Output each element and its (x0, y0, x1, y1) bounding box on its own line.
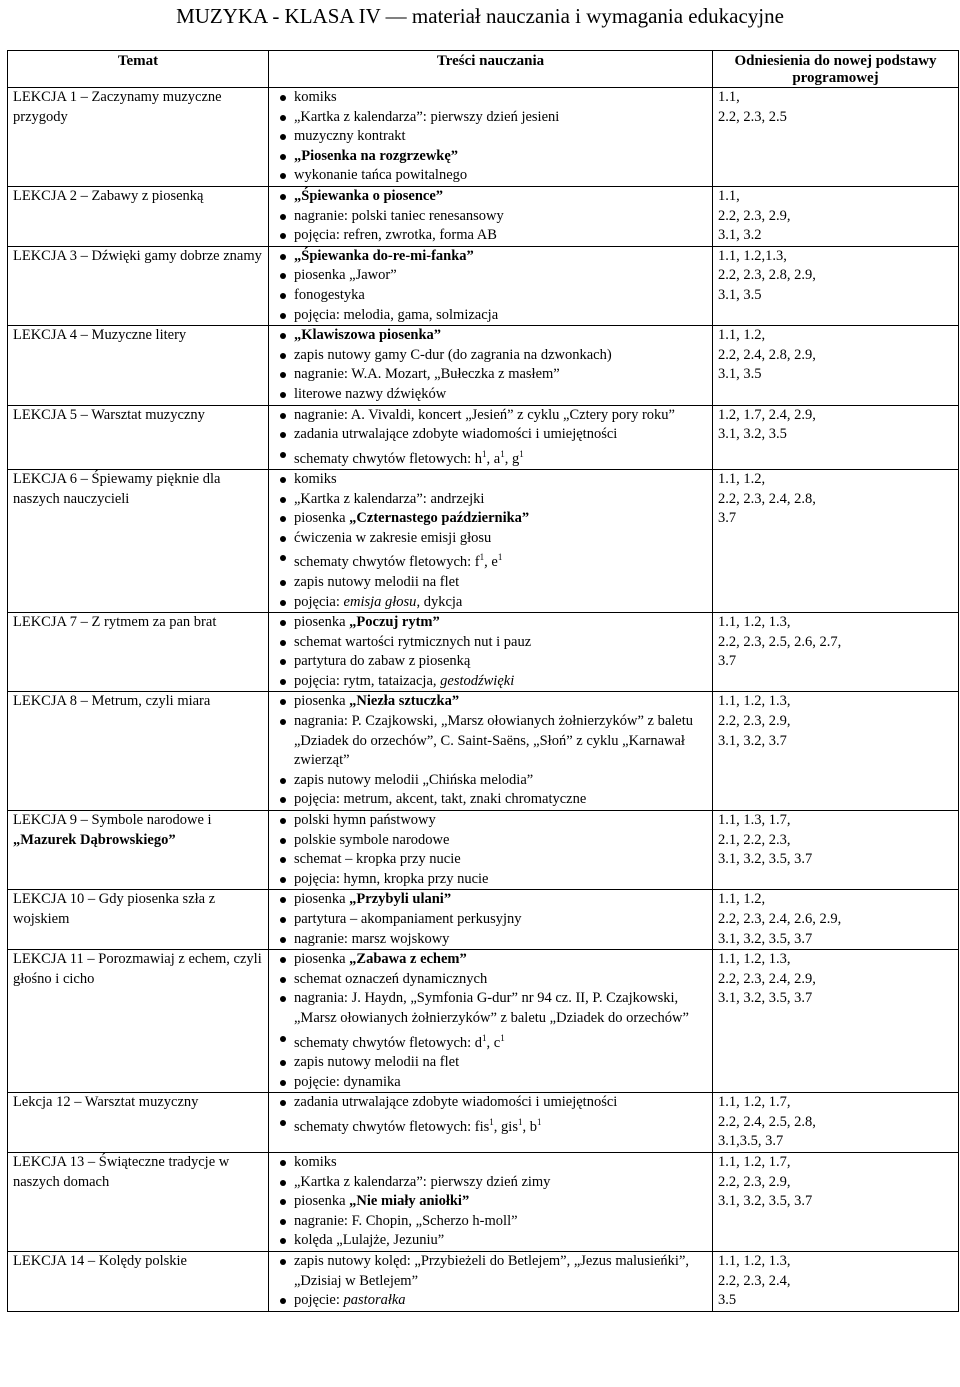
ref-line: 1.1, 1.2,1.3, (718, 247, 787, 264)
ref-line: 2.2, 2.4, 2.5, 2.8, (718, 1113, 816, 1130)
lesson-refs (713, 613, 959, 692)
lesson-topic-text: LEKCJA 2 – Zabawy z piosenką (13, 187, 204, 204)
list-item-text: „Piosenka na rozgrzewkę” (294, 147, 459, 164)
lesson-topic-bold: „Mazurek Dąbrowskiego” (13, 831, 176, 848)
lesson-topic (8, 246, 269, 325)
content-list (274, 950, 707, 1092)
ref-line: 3.1, 3.2, 3.5, 3.7 (718, 930, 813, 947)
list-item-text: schemat – kropka przy nucie (294, 851, 461, 868)
list-item (274, 1212, 707, 1232)
list-item-text: piosenka (294, 693, 350, 710)
lesson-refs (713, 1251, 959, 1311)
list-item (274, 127, 707, 147)
list-item-text: „Czternastego października” (349, 510, 530, 527)
ref-line: 1.1, 1.2, 1.3, (718, 1252, 791, 1269)
list-item-text: piosenka (294, 951, 350, 968)
lesson-content (269, 1152, 713, 1251)
ref-line: 3.7 (718, 653, 737, 670)
lesson-topic (8, 811, 269, 890)
lesson-topic-text: LEKCJA 10 – Gdy piosenka szła z wojskiem (13, 891, 216, 927)
list-item (274, 1053, 707, 1073)
table-row (8, 692, 959, 811)
ref-line: 3.7 (718, 510, 737, 527)
list-item (274, 490, 707, 510)
list-item-text: komiks (294, 471, 337, 488)
list-item (274, 989, 707, 1028)
list-item-text: partytura do zabaw z piosenką (294, 653, 471, 670)
ref-line: 1.1, 1.2, (718, 891, 766, 908)
ref-line: 3.5 (718, 1292, 737, 1309)
list-item (274, 147, 707, 167)
list-item-text: pojęcia: rytm, tataizacja, (294, 672, 441, 689)
ref-line: 2.2, 2.3, 2.5, 2.6, 2.7, (718, 633, 842, 650)
ref-line: 3.1, 3.2, 3.5, 3.7 (718, 990, 813, 1007)
list-item-text: schematy chwytów fletowych: fis (294, 1118, 490, 1135)
list-item (274, 108, 707, 128)
list-item-text: nagranie: W.A. Mozart, „Bułeczka z masłem” (294, 366, 560, 383)
list-item-text: nagrania: J. Haydn, „Symfonia G-dur” nr 94 cz. II, P. Czajkowski, „Marsz ołowianych żołnierzyków” z baletu „Dziadek do orzechów” (294, 990, 689, 1026)
lesson-topic-text: Lekcja 12 – Warsztat muzyczny (13, 1094, 199, 1111)
list-item (274, 692, 707, 712)
list-item (274, 1173, 707, 1193)
lesson-refs (713, 405, 959, 470)
lesson-content (269, 890, 713, 950)
list-item-text: kolęda „Lulajże, Jezuniu” (294, 1232, 445, 1249)
lesson-topic-text: LEKCJA 4 – Muzyczne litery (13, 327, 187, 344)
list-item-text: pojęcia: refren, zwrotka, forma AB (294, 227, 497, 244)
list-item (274, 593, 707, 613)
list-item-text: literowe nazwy dźwięków (294, 385, 447, 402)
list-item (274, 1029, 707, 1053)
list-item-text: , g (504, 450, 520, 467)
list-item-text: , gis (493, 1118, 518, 1135)
lesson-topic (8, 692, 269, 811)
list-item (274, 712, 707, 771)
ref-line: 2.2, 2.3, 2.9, (718, 1173, 791, 1190)
ref-line: 1.1, 1.2, 1.3, (718, 614, 791, 631)
lesson-topic (8, 470, 269, 613)
list-item-text: pojęcie: dynamika (294, 1073, 401, 1090)
list-item-text: „Nie miały aniołki” (349, 1193, 470, 1210)
table-row (8, 950, 959, 1093)
lesson-topic-text: LEKCJA 7 – Z rytmem za pan brat (13, 614, 217, 631)
list-item-text: 1 (489, 1116, 494, 1127)
list-item-text: pastorałka (343, 1292, 406, 1309)
table-row (8, 405, 959, 470)
lesson-topic-text: LEKCJA 14 – Kolędy polskie (13, 1252, 187, 1269)
lesson-content (269, 186, 713, 246)
list-item (274, 950, 707, 970)
list-item-text: , e (484, 554, 498, 571)
lesson-content (269, 613, 713, 692)
ref-line: 1.1, 1.2, 1.3, (718, 693, 791, 710)
lesson-refs (713, 246, 959, 325)
list-item (274, 1073, 707, 1093)
table-row (8, 326, 959, 405)
list-item-text: nagranie: F. Chopin, „Scherzo h-moll” (294, 1212, 518, 1229)
ref-line: 1.1, 1.2, (718, 471, 766, 488)
list-item (274, 930, 707, 950)
list-item-text: schematy chwytów fletowych: d (294, 1034, 483, 1051)
ref-line: 1.1, 1.2, 1.7, (718, 1094, 791, 1111)
list-item-text: polskie symbole narodowe (294, 831, 450, 848)
list-item-text: 1 (500, 1032, 505, 1043)
list-item (274, 365, 707, 385)
content-list (274, 1153, 707, 1251)
ref-line: 2.2, 2.3, 2.4, (718, 1272, 791, 1289)
ref-line: 2.2, 2.4, 2.8, 2.9, (718, 346, 816, 363)
list-item-text: pojęcia: metrum, akcent, takt, znaki chromatyczne (294, 791, 587, 808)
lesson-content (269, 88, 713, 187)
curriculum-table (7, 50, 959, 1312)
ref-line: 1.1, (718, 89, 740, 105)
lesson-topic (8, 1251, 269, 1311)
lesson-content (269, 326, 713, 405)
lesson-content (269, 246, 713, 325)
ref-line: 1.1, 1.2, 1.3, (718, 951, 791, 968)
list-item-text: schematy chwytów fletowych: h (294, 450, 483, 467)
lesson-content (269, 405, 713, 470)
ref-line: 3.1, 3.2, 3.5, 3.7 (718, 851, 813, 868)
list-item-text: zapis nutowy melodii na flet (294, 573, 460, 590)
list-item-text: zadania utrwalające zdobyte wiadomości i umiejętności (294, 1094, 618, 1111)
lesson-refs (713, 326, 959, 405)
lesson-refs (713, 186, 959, 246)
list-item-text: 1 (519, 448, 524, 459)
page-title: MUZYKA - KLASA IV — materiał nauczania i wymagania edukacyjne (176, 4, 784, 28)
list-item (274, 445, 707, 469)
list-item (274, 286, 707, 306)
ref-line: 2.2, 2.3, 2.4, 2.8, (718, 490, 816, 507)
table-body (8, 88, 959, 1312)
list-item-text: piosenka (294, 614, 350, 631)
list-item (274, 1231, 707, 1251)
list-item-text: schematy chwytów fletowych: f (294, 554, 480, 571)
lesson-refs (713, 890, 959, 950)
list-item (274, 633, 707, 653)
list-item (274, 247, 707, 267)
list-item-text: pojęcia: hymn, kropka przy nucie (294, 870, 489, 887)
list-item (274, 346, 707, 366)
list-item-text: gestodźwięki (440, 672, 515, 689)
lesson-topic-text: LEKCJA 11 – Porozmawiaj z echem, czyli głośno i cicho (13, 951, 262, 987)
list-item-text: zapis nutowy kolęd: „Przybieżeli do Betlejem”, „Jezus malusieńki”, „Dzisiaj w Betlejem” (294, 1252, 690, 1289)
table-row (8, 811, 959, 890)
list-item (274, 1192, 707, 1212)
lesson-topic (8, 88, 269, 187)
ref-line: 3.1, 3.2 (718, 227, 762, 244)
lesson-topic (8, 405, 269, 470)
ref-line: 2.2, 2.3, 2.4, 2.9, (718, 970, 816, 987)
list-item-text: ćwiczenia w zakresie emisji głosu (294, 529, 492, 546)
list-item-text: piosenka „Jawor” (294, 267, 397, 284)
ref-line: 3.1, 3.2, 3.5, 3.7 (718, 1193, 813, 1210)
lesson-refs (713, 1093, 959, 1153)
list-item (274, 326, 707, 346)
ref-line: 1.1, 1.3, 1.7, (718, 812, 791, 829)
list-item-text: muzyczny kontrakt (294, 128, 406, 145)
table-row (8, 1152, 959, 1251)
list-item (274, 509, 707, 529)
list-item-text: nagrania: P. Czajkowski, „Marsz ołowianych żołnierzyków” z baletu „Dziadek do orzechów”, C. Saint-Saëns, „Słoń” z cyklu „Karnawał zwierząt” (294, 713, 694, 769)
list-item (274, 771, 707, 791)
list-item-text: nagranie: marsz wojskowy (294, 930, 450, 947)
list-item-text: 1 (500, 448, 505, 459)
lesson-refs (713, 88, 959, 187)
list-item-text: nagranie: polski taniec renesansowy (294, 207, 504, 224)
content-list (274, 326, 707, 404)
ref-line: 1.1, (718, 187, 740, 204)
list-item (274, 226, 707, 246)
header-refs: Odniesienia do nowej podstawy programowej (713, 51, 959, 88)
list-item-text: 1 (517, 1116, 523, 1127)
table-row (8, 246, 959, 325)
lesson-topic (8, 1093, 269, 1153)
lesson-content (269, 811, 713, 890)
content-list (274, 247, 707, 325)
ref-line: 2.1, 2.2, 2.3, (718, 831, 791, 848)
list-item (274, 306, 707, 326)
list-item (274, 187, 707, 207)
list-item-text: piosenka (294, 891, 350, 908)
list-item-text: piosenka (294, 1193, 350, 1210)
list-item (274, 266, 707, 286)
header-content: Treści nauczania (269, 51, 713, 88)
content-list (274, 88, 707, 186)
list-item (274, 1093, 707, 1113)
list-item-text: 1 (479, 552, 485, 563)
list-item-text: „Kartka z kalendarza”: pierwszy dzień zimy (294, 1173, 551, 1190)
lesson-topic (8, 613, 269, 692)
lesson-topic (8, 326, 269, 405)
content-list (274, 811, 707, 889)
lesson-topic-text: LEKCJA 1 – Zaczynamy muzyczne przygody (13, 89, 222, 125)
list-item-text: zapis nutowy melodii „Chińska melodia” (294, 771, 534, 788)
list-item-text: emisja głosu (343, 593, 417, 610)
content-list (274, 692, 707, 810)
ref-line: 1.1, 1.2, (718, 327, 766, 344)
list-item (274, 573, 707, 593)
list-item-text: „Poczuj rytm” (349, 614, 440, 631)
list-item-text: partytura – akompaniament perkusyjny (294, 911, 522, 927)
list-item (274, 831, 707, 851)
list-item-text: zapis nutowy gamy C-dur (do zagrania na dzwonkach) (294, 346, 612, 363)
list-item-text: 1 (536, 1116, 542, 1127)
list-item-text: „Przybyli ulani” (349, 891, 452, 908)
list-item (274, 207, 707, 227)
list-item (274, 672, 707, 692)
list-item (274, 166, 707, 186)
content-list (274, 613, 707, 691)
lesson-refs (713, 1152, 959, 1251)
list-item-text: pojęcia: (294, 593, 344, 610)
table-row (8, 890, 959, 950)
list-item-text: fonogestyka (294, 286, 365, 303)
list-item (274, 385, 707, 405)
ref-line: 2.2, 2.3, 2.8, 2.9, (718, 267, 816, 284)
list-item-text: komiks (294, 1153, 337, 1170)
table-row (8, 1093, 959, 1153)
header-topic: Temat (8, 51, 269, 88)
ref-line: 2.2, 2.3, 2.4, 2.6, 2.9, (718, 911, 842, 927)
list-item-text: „Śpiewanka do-re-mi-fanka” (294, 247, 474, 264)
list-item-text: „Kartka z kalendarza”: pierwszy dzień jesieni (294, 108, 560, 125)
list-item (274, 870, 707, 890)
list-item (274, 910, 707, 930)
lesson-topic-text: LEKCJA 13 – Świąteczne tradycje w naszych domach (13, 1153, 230, 1190)
ref-line: 3.1, 3.2, 3.7 (718, 732, 787, 749)
lesson-content (269, 470, 713, 613)
list-item-text: „Kartka z kalendarza”: andrzejki (294, 490, 485, 507)
table-row (8, 1251, 959, 1311)
list-item-text: , a (486, 450, 501, 467)
list-item-text: piosenka (294, 510, 350, 527)
lesson-topic-text: LEKCJA 5 – Warsztat muzyczny (13, 406, 205, 423)
content-list (274, 1093, 707, 1137)
list-item (274, 406, 707, 426)
ref-line: 1.2, 1.7, 2.4, 2.9, (718, 406, 816, 423)
list-item (274, 790, 707, 810)
ref-line: 3.1, 3.5 (718, 286, 762, 303)
list-item (274, 811, 707, 831)
list-item-text: wykonanie tańca powitalnego (294, 167, 468, 184)
list-item (274, 529, 707, 549)
ref-line: 2.2, 2.3, 2.5 (718, 108, 787, 125)
list-item-text: zapis nutowy melodii na flet (294, 1053, 460, 1070)
content-list (274, 470, 707, 612)
list-item-text: 1 (497, 552, 503, 563)
table-row (8, 186, 959, 246)
list-item-text: schemat wartości rytmicznych nut i pauz (294, 633, 532, 650)
table-row (8, 613, 959, 692)
list-item (274, 548, 707, 572)
ref-line: 3.1, 3.5 (718, 366, 762, 383)
list-item (274, 470, 707, 490)
list-item-text: 1 (482, 448, 487, 459)
lesson-topic (8, 186, 269, 246)
list-item-text: pojęcia: melodia, gama, solmizacja (294, 306, 499, 323)
list-item (274, 850, 707, 870)
lesson-content (269, 950, 713, 1093)
lesson-refs (713, 950, 959, 1093)
ref-line: 3.1, 3.2, 3.5 (718, 426, 787, 443)
list-item (274, 425, 707, 445)
lesson-content (269, 1093, 713, 1153)
list-item-text: polski hymn państwowy (294, 812, 436, 829)
lesson-topic-text: LEKCJA 9 – Symbole narodowe i (13, 812, 212, 829)
lesson-refs (713, 692, 959, 811)
list-item-text: schemat oznaczeń dynamicznych (294, 970, 488, 987)
lesson-content (269, 692, 713, 811)
list-item-text: 1 (482, 1032, 487, 1043)
lesson-topic (8, 890, 269, 950)
list-item (274, 890, 707, 910)
list-item-text: „Śpiewanka o piosence” (294, 187, 444, 204)
content-list (274, 890, 707, 949)
lesson-topic (8, 1152, 269, 1251)
table-header-row (8, 51, 959, 88)
list-item-text: komiks (294, 89, 337, 105)
lesson-topic (8, 950, 269, 1093)
list-item-text: , c (486, 1034, 501, 1051)
list-item (274, 970, 707, 990)
ref-line: 2.2, 2.3, 2.9, (718, 713, 791, 730)
list-item-text: zadania utrwalające zdobyte wiadomości i umiejętności (294, 426, 618, 443)
lesson-topic-text: LEKCJA 8 – Metrum, czyli miara (13, 693, 211, 710)
list-item-text: „Niezła sztuczka” (349, 693, 460, 710)
list-item-text: , b (522, 1118, 537, 1135)
list-item (274, 1113, 707, 1137)
ref-line: 2.2, 2.3, 2.9, (718, 207, 791, 224)
list-item (274, 613, 707, 633)
list-item-text: nagranie: A. Vivaldi, koncert „Jesień” z cyklu „Cztery pory roku” (294, 406, 675, 423)
list-item-text: , dykcja (416, 593, 463, 610)
lesson-refs (713, 811, 959, 890)
list-item-text: „Klawiszowa piosenka” (294, 327, 442, 344)
content-list (274, 406, 707, 470)
lesson-content (269, 1251, 713, 1311)
lesson-refs (713, 470, 959, 613)
list-item-text: „Zabawa z echem” (349, 951, 467, 968)
ref-line: 1.1, 1.2, 1.7, (718, 1153, 791, 1170)
lesson-topic-text: LEKCJA 3 – Dźwięki gamy dobrze znamy (13, 247, 262, 264)
table-row (8, 470, 959, 613)
list-item (274, 652, 707, 672)
list-item (274, 1153, 707, 1173)
content-list (274, 187, 707, 246)
list-item (274, 1291, 707, 1311)
list-item (274, 88, 707, 108)
content-list (274, 1252, 707, 1311)
list-item (274, 1252, 707, 1291)
table-row (8, 88, 959, 187)
ref-line: 3.1,3.5, 3.7 (718, 1133, 784, 1150)
list-item-text: pojęcie: (294, 1292, 344, 1309)
lesson-topic-text: LEKCJA 6 – Śpiewamy pięknie dla naszych nauczycieli (13, 471, 221, 507)
